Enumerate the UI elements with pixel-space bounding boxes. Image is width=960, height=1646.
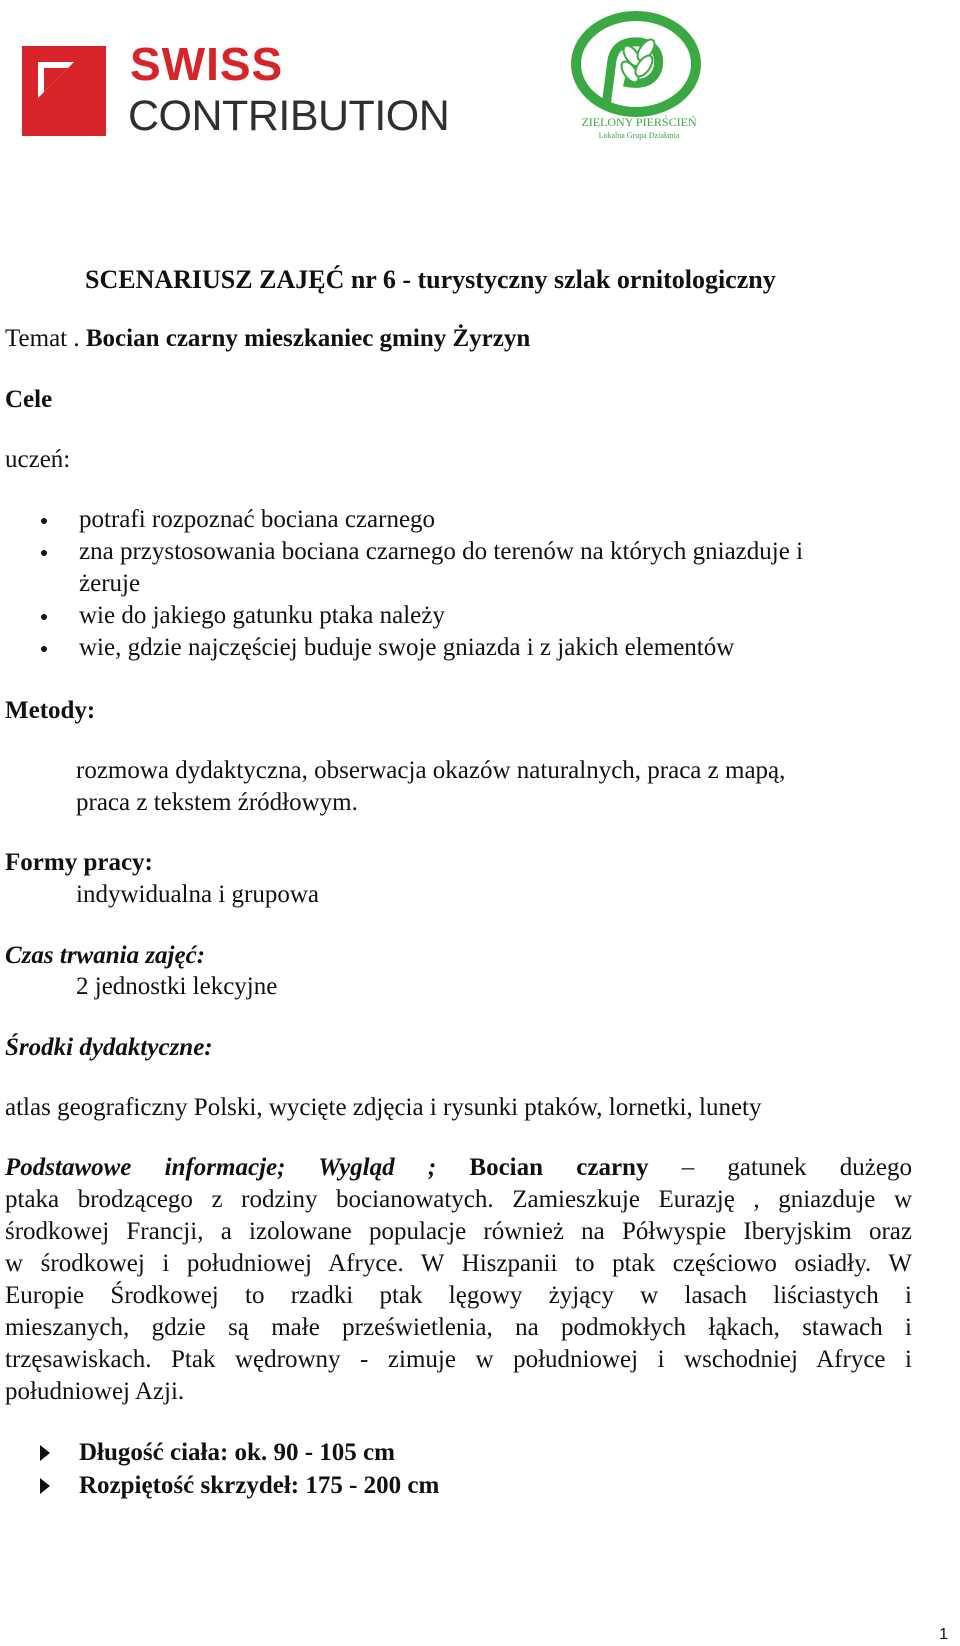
bullet-icon (41, 518, 47, 524)
swiss-logo-text: SWISS (130, 38, 284, 90)
arrow-bullet-icon (40, 1445, 50, 1461)
basic-info-paragraph (5, 1152, 912, 1408)
zielony-pierscien-name: ZIELONY PIERŚCIEŃ (581, 115, 697, 129)
list-item: wie, gdzie najczęściej buduje swoje gniazda i z jakich elementów (0, 632, 803, 664)
paragraph-line: środkowej Francji, a izolowane populacje również na Półwyspie Iberyjskim oraz (5, 1218, 912, 1245)
paragraph-line: ptaka brodzącego z rodziny bocianowatych. Zamieszkuje Eurazję , gniazduje w (5, 1186, 912, 1213)
facts-list (0, 1436, 439, 1502)
paragraph-line: trzęsawiskach. Ptak wędrowny - zimuje w południowej i wschodniej Afryce i (5, 1346, 912, 1373)
swiss-contribution-flag-logo (22, 46, 106, 136)
paragraph-line: Podstawowe informacje; Wygląd ; Bocian czarny – gatunek dużego (5, 1154, 912, 1181)
methods-line-2: praca z tekstem źródłowym. (76, 789, 358, 816)
list-item: zna przystosowania bociana czarnego do terenów na których gniazduje i żeruje (0, 536, 803, 600)
contribution-logo-text: CONTRIBUTION (128, 92, 450, 140)
list-item: Rozpiętość skrzydeł: 175 - 200 cm (0, 1469, 439, 1502)
forms-value: indywidualna i grupowa (76, 881, 320, 908)
page-number: 1 (939, 1626, 948, 1643)
methods-heading: Metody: (5, 697, 96, 724)
topic-value: Bocian czarny mieszkaniec gminy Żyrzyn (85, 325, 531, 352)
document-title: SCENARIUSZ ZAJĘĆ nr 6 - turystyczny szlak ornitologiczny (85, 265, 776, 294)
bullet-icon (41, 646, 47, 652)
goals-heading: Cele (5, 386, 53, 413)
zielony-pierscien-logo (566, 10, 706, 120)
bullet-icon (41, 614, 47, 620)
student-label: uczeń: (5, 446, 71, 473)
goals-list (0, 504, 803, 664)
topic-label: Temat . (5, 325, 86, 352)
forms-heading: Formy pracy: (5, 849, 153, 876)
list-item: wie do jakiego gatunku ptaka należy (0, 600, 803, 632)
paragraph-line: mieszanych, gdzie są małe prześwietlenia, na podmokłych łąkach, stawach i (5, 1314, 912, 1341)
duration-value: 2 jednostki lekcyjne (76, 973, 278, 1000)
aids-value: atlas geograficzny Polski, wycięte zdjęcia i rysunki ptaków, lornetki, lunety (5, 1094, 762, 1121)
zielony-pierscien-subtitle: Lokalna Grupa Działania (598, 131, 680, 140)
list-item: potrafi rozpoznać bociana czarnego (0, 504, 803, 536)
duration-heading: Czas trwania zajęć: (5, 942, 206, 969)
bullet-icon (41, 550, 47, 556)
list-item: Długość ciała: ok. 90 - 105 cm (0, 1436, 439, 1469)
paragraph-line: Europie Środkowej to rzadki ptak lęgowy żyjący w lasach liściastych i (5, 1282, 912, 1309)
arrow-bullet-icon (40, 1478, 50, 1494)
paragraph-line: południowej Azji. (5, 1378, 185, 1405)
paragraph-line: w środkowej i południowej Afryce. W Hiszpanii to ptak częściowo osiadły. W (5, 1250, 912, 1277)
methods-line-1: rozmowa dydaktyczna, obserwacja okazów naturalnych, praca z mapą, (76, 757, 786, 784)
topic-line (5, 323, 950, 355)
aids-heading: Środki dydaktyczne: (5, 1034, 213, 1061)
